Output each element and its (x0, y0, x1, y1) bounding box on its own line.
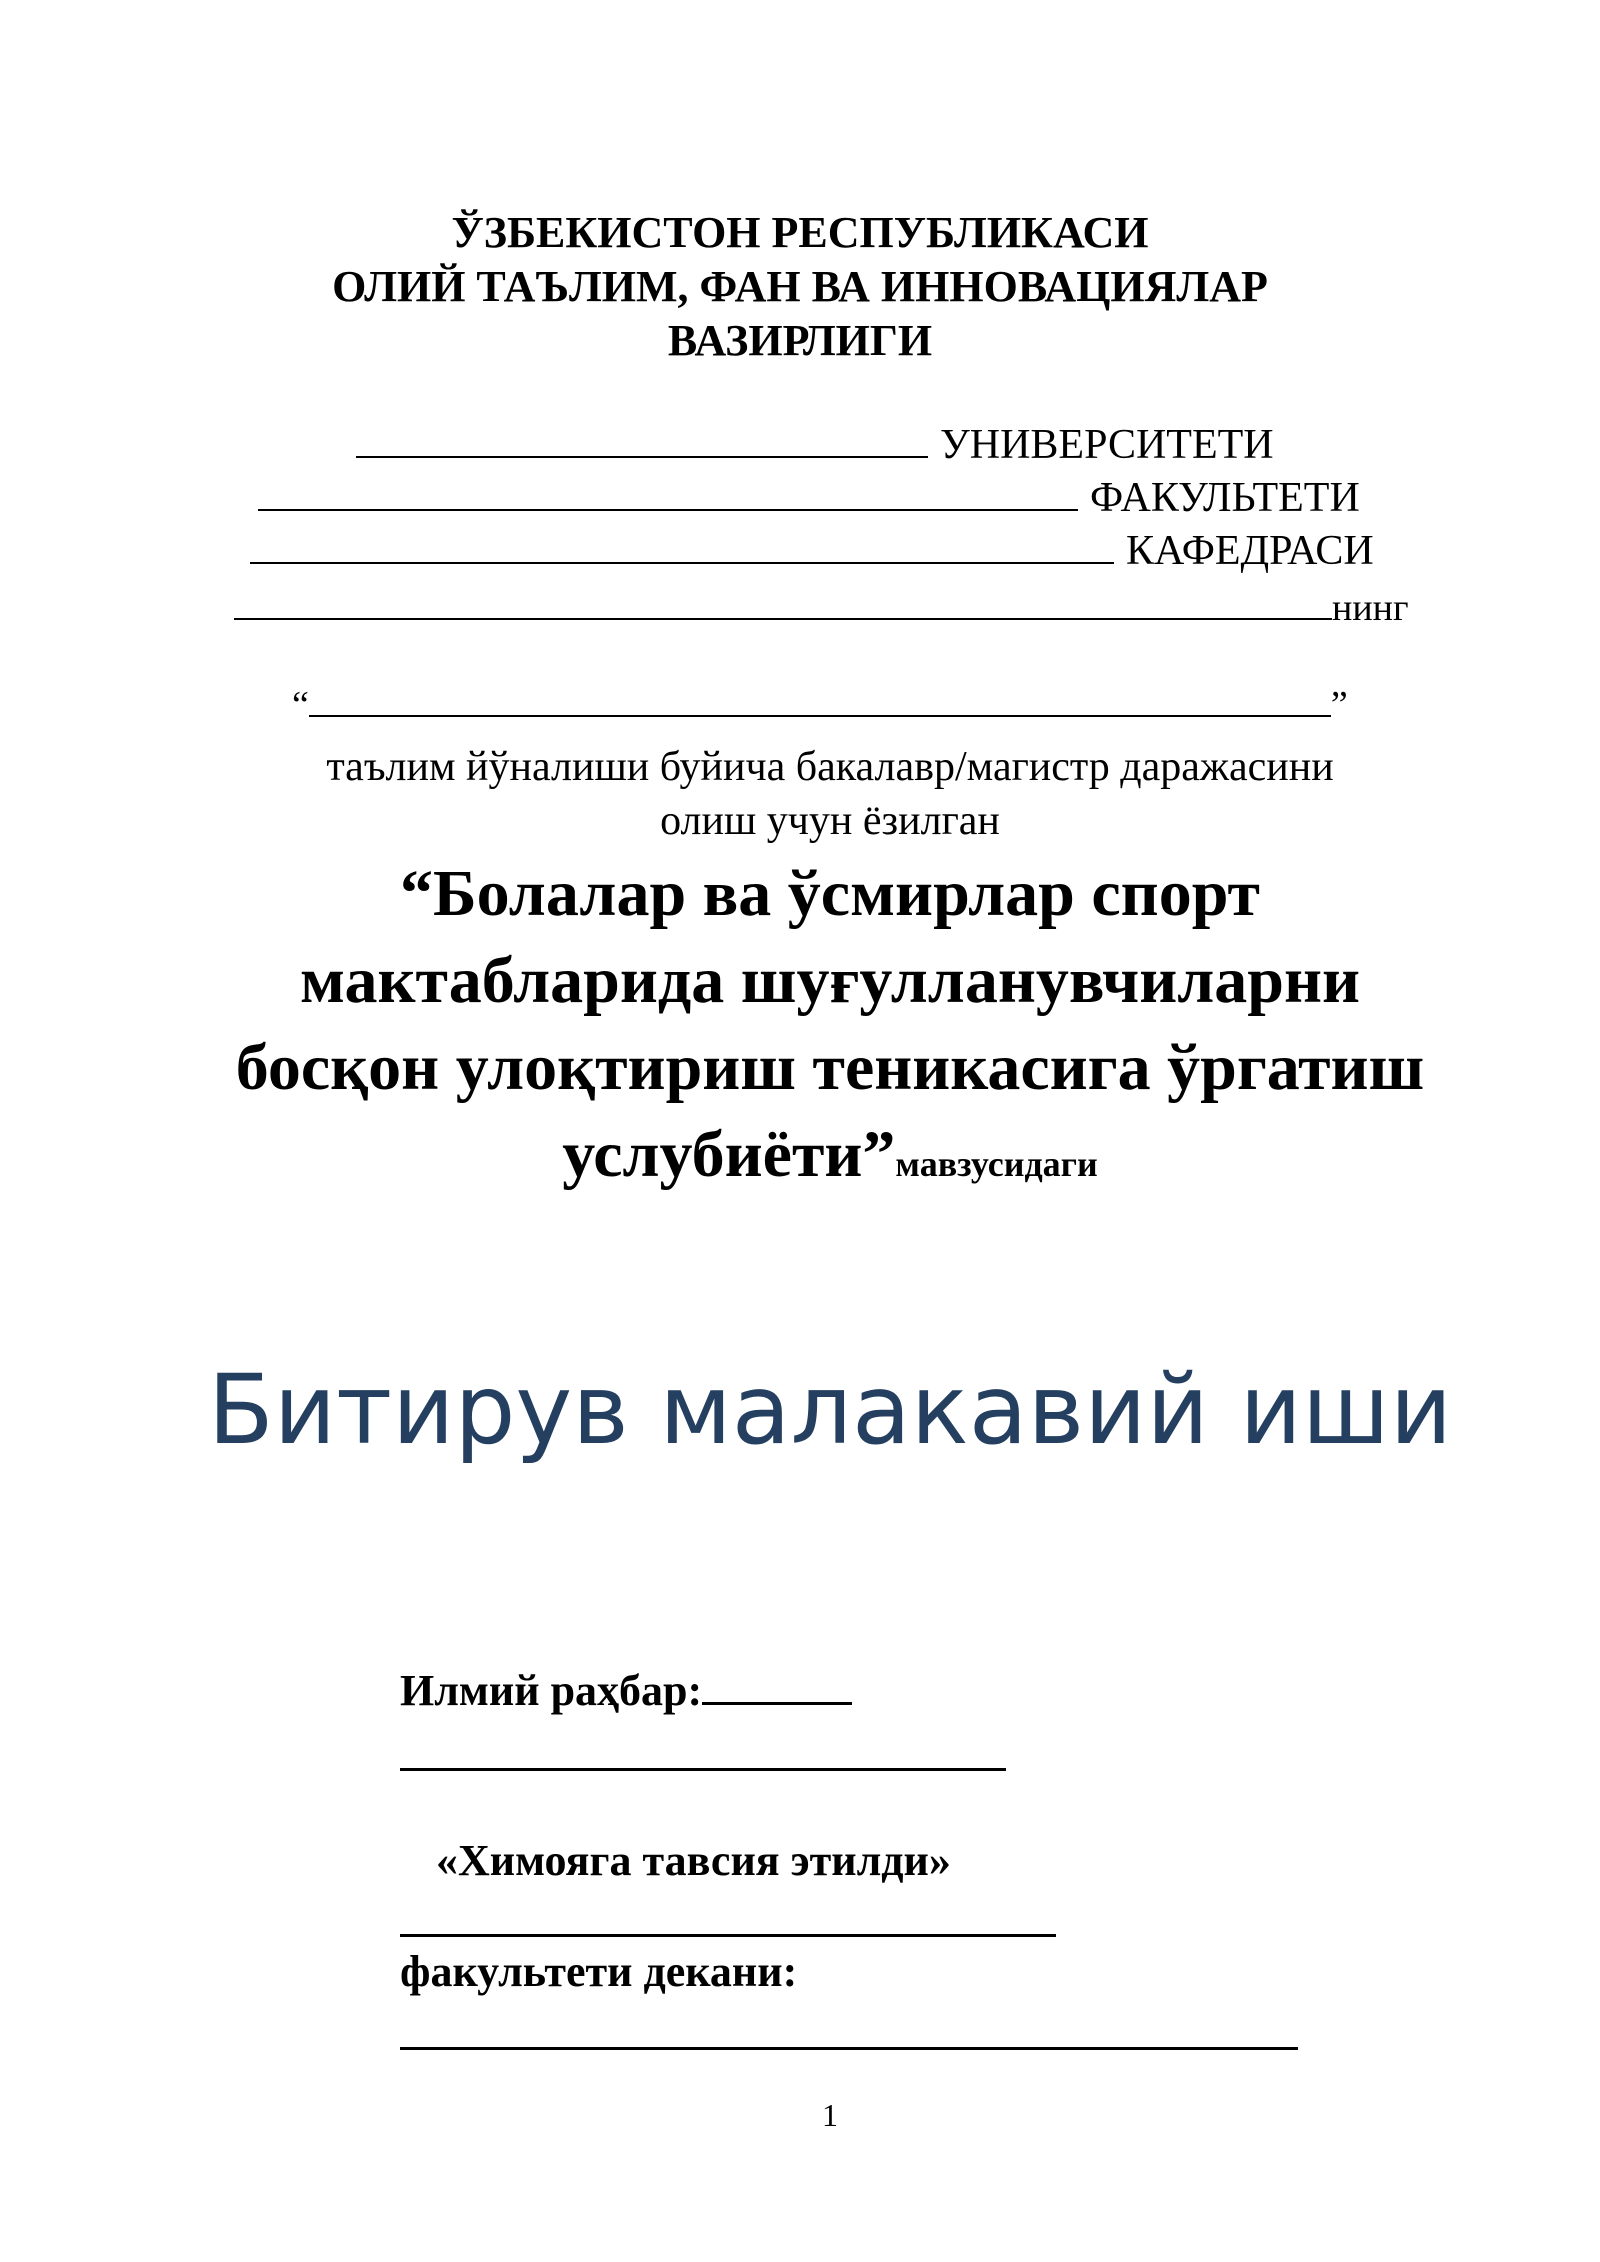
student-name-line (234, 582, 1409, 633)
page-number: 1 (822, 2097, 838, 2133)
faculty-line (258, 473, 1360, 523)
open-quote: “ (292, 684, 309, 726)
ministry-header (0, 206, 1600, 368)
direction-text (0, 740, 1600, 848)
header-line-3: ВАЗИРЛИГИ (667, 316, 933, 365)
close-quote: ” (1330, 684, 1348, 726)
genitive-suffix: нинг (1332, 587, 1409, 629)
header-line-2: ОЛИЙ ТАЪЛИМ, ФАН ВА ИННОВАЦИЯЛАР (332, 262, 1268, 311)
advisor-name-blank (400, 1768, 1006, 1771)
university-label: УНИВЕРСИТЕТИ (940, 422, 1274, 468)
direction-line-1: таълим йўналиши буйича бакалавр/магистр даражасини (326, 744, 1334, 790)
advisor-label: Илмий раҳбар: (400, 1666, 703, 1715)
document-type-title: Битирув малакавий иши (207, 1354, 1453, 1466)
faculty-blank (258, 473, 1078, 511)
university-line (356, 420, 1274, 470)
faculty-label: ФАКУЛЬТЕТИ (1090, 475, 1360, 521)
faculty-name-blank (400, 1934, 1056, 1937)
student-name-blank (234, 582, 1332, 620)
thesis-topic (200, 850, 1460, 1208)
direction-name-blank (309, 683, 1331, 717)
advisor-line (400, 1665, 852, 1717)
university-blank (356, 420, 928, 458)
dean-name-blank (400, 2047, 1298, 2050)
department-line (250, 526, 1374, 576)
topic-suffix: мавзусидаги (895, 1144, 1098, 1184)
advisor-blank (702, 1666, 852, 1705)
direction-name-line (292, 682, 1348, 728)
recommend-label: «Химояга тавсия этилди» (436, 1836, 951, 1885)
dean-label: факультети декани: (400, 1947, 798, 1996)
direction-line-2: олиш учун ёзилган (660, 798, 1000, 844)
header-line-1: ЎЗБЕКИСТОН РЕСПУБЛИКАСИ (451, 208, 1149, 257)
topic-title: “Болалар ва ўсмирлар спорт мактабларида шуғулланувчиларни босқон улоқтириш теникасига ўргатиш услубиёти” (235, 857, 1425, 1191)
department-blank (250, 526, 1114, 564)
department-label: КАФЕДРАСИ (1126, 528, 1374, 574)
